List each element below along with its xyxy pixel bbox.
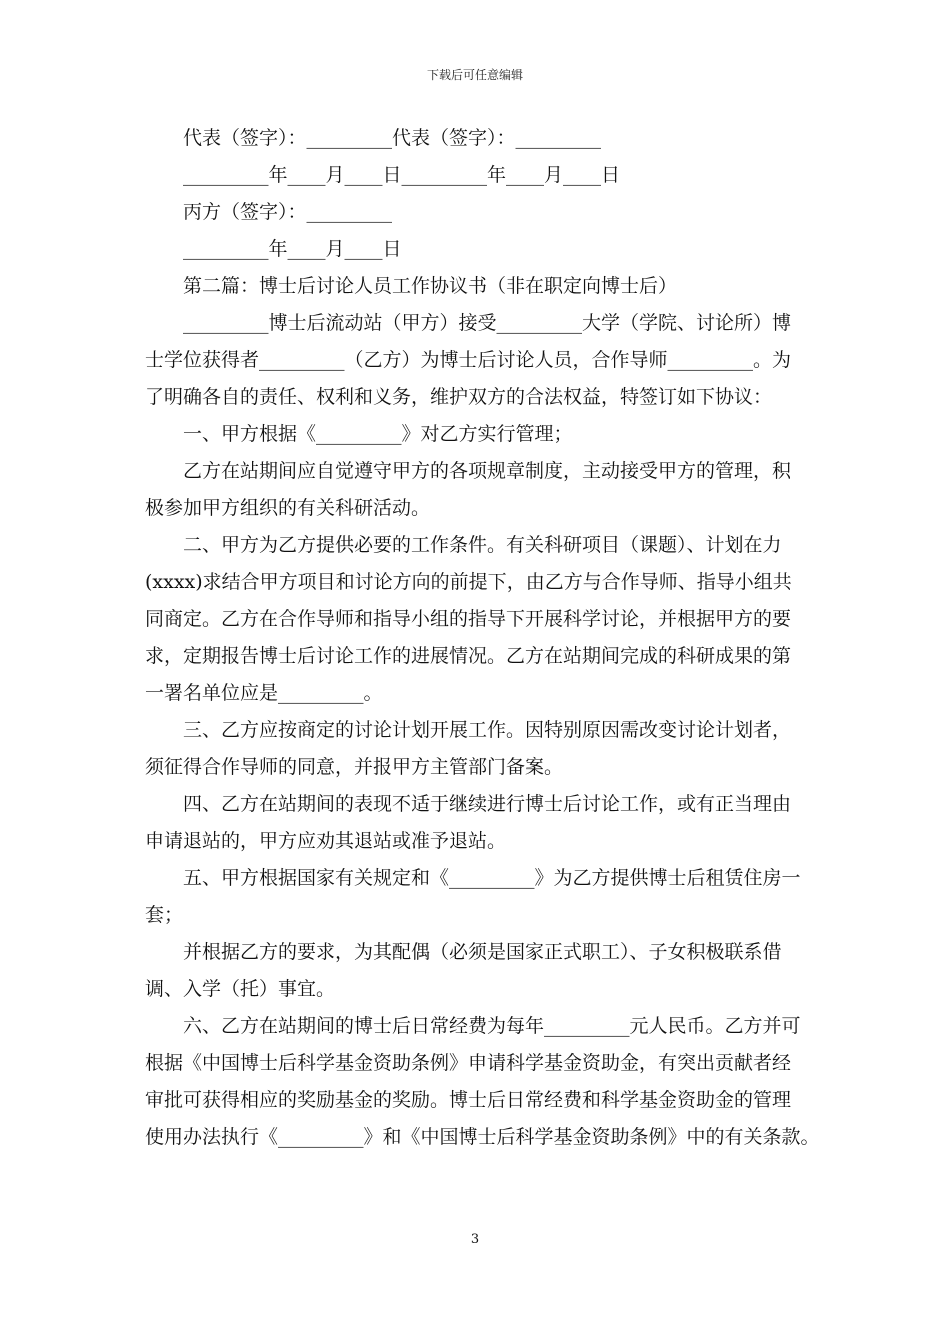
clause-6: 六、乙方在站期间的博士后日常经费为每年_________元人民币。乙方并可 [183, 1015, 801, 1037]
clause-2: 二、甲方为乙方提供必要的工作条件。有关科研项目（课题）、计划在力 [183, 534, 782, 556]
section-title: 第二篇：博士后讨论人员工作协议书（非在职定向博士后） [183, 275, 678, 297]
paragraph-line: 求，定期报告博士后讨论工作的进展情况。乙方在站期间完成的科研成果的第 [145, 645, 792, 667]
document-body [145, 120, 820, 1156]
paragraph-line: 审批可获得相应的奖励基金的奖励。博士后日常经费和科学基金资助金的管理 [145, 1089, 792, 1111]
signature-line-party-c: 丙方（签字）：_________ [183, 201, 393, 223]
paragraph-line: 士学位获得者_________（乙方）为博士后讨论人员，合作导师_________。为 [145, 349, 792, 371]
paragraph-line: 使用办法执行《_________》和《中国博士后科学基金资助条例》中的有关条款。 [145, 1126, 820, 1148]
paragraph-line: 根据《中国博士后科学基金资助条例》申请科学基金资助金，有突出贡献者经 [145, 1052, 792, 1074]
paragraph-line: (xxxx)求结合甲方项目和讨论方向的前提下，由乙方与合作导师、指导小组共 [145, 571, 792, 593]
paragraph-line: 同商定。乙方在合作导师和指导小组的指导下开展科学讨论，并根据甲方的要 [145, 608, 792, 630]
paragraph-line: 并根据乙方的要求，为其配偶（必须是国家正式职工）、子女积极联系借 [183, 941, 782, 963]
date-line: _________年____月____日 [183, 238, 402, 260]
clause-3: 三、乙方应按商定的讨论计划开展工作。因特别原因需改变讨论计划者， [183, 719, 792, 741]
clause-1: 一、甲方根据《_________》对乙方实行管理； [183, 423, 573, 445]
paragraph-line: 乙方在站期间应自觉遵守甲方的各项规章制度，主动接受甲方的管理，积 [183, 460, 792, 482]
paragraph-line: 了明确各自的责任、权利和义务，维护双方的合法权益，特签订如下协议： [145, 386, 773, 408]
clause-4: 四、乙方在站期间的表现不适于继续进行博士后讨论工作，或有正当理由 [183, 793, 792, 815]
paragraph-line: 申请退站的，甲方应劝其退站或准予退站。 [145, 830, 507, 852]
clause-5: 五、甲方根据国家有关规定和《_________》为乙方提供博士后租赁住房一 [183, 867, 801, 889]
paragraph-line: 一署名单位应是_________。 [145, 682, 383, 704]
date-line: _________年____月____日_________年____月____日 [183, 164, 621, 186]
paragraph-line: 极参加甲方组织的有关科研活动。 [145, 497, 431, 519]
signature-line-representatives: 代表（签字）：_________代表（签字）：_________ [183, 127, 602, 149]
paragraph-line: _________博士后流动站（甲方）接受_________大学（学院、讨论所）博 [183, 312, 792, 334]
paragraph-line: 调、入学（托）事宜。 [145, 978, 336, 1000]
page-number: 3 [470, 1232, 480, 1247]
paragraph-line: 套； [145, 904, 184, 926]
page-header: 下载后可任意编辑 [426, 68, 523, 82]
paragraph-line: 须征得合作导师的同意，并报甲方主管部门备案。 [145, 756, 564, 778]
